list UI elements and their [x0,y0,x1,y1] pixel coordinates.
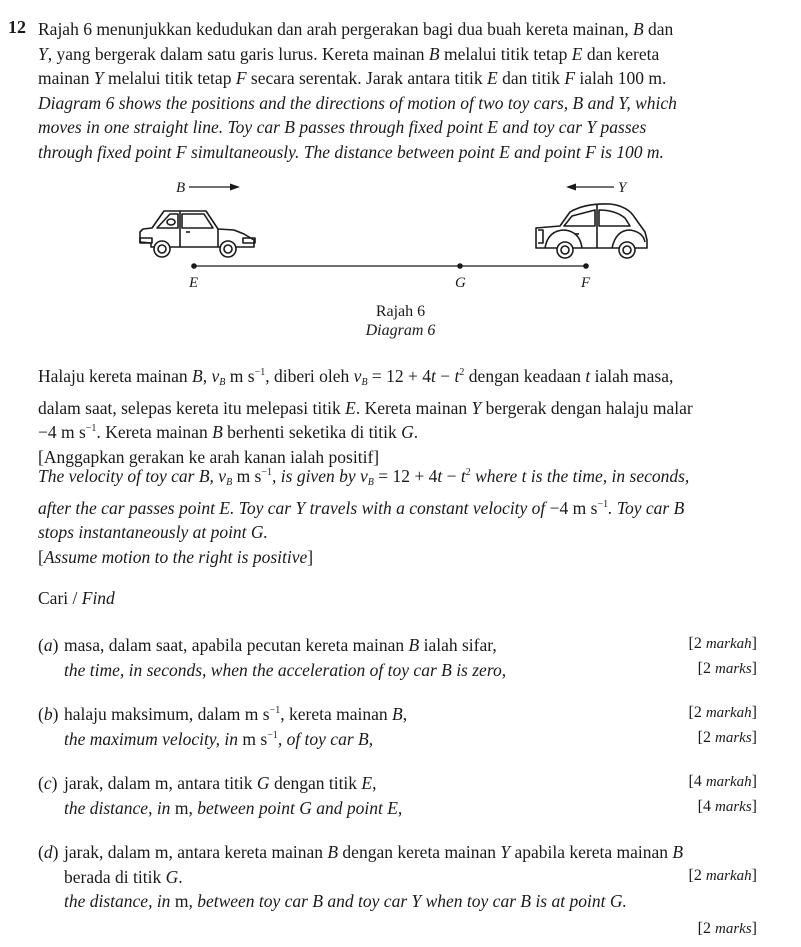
text-run: B [672,842,684,862]
text-run: Halaju kereta mainan [38,366,193,386]
text-run: B [392,704,403,724]
text-run: m s [242,728,268,749]
text-run: = 12 + 4 [373,466,438,486]
text-run: −1 [269,705,281,716]
point-f-dot [583,263,589,269]
text-run: after the car passes point E. Toy car Y travels with a constant velocity of [38,497,550,518]
text-run: dalam saat, selepas kereta itu melepasi titik [38,397,346,418]
text-run: B [219,377,226,388]
text-run: G [256,773,270,793]
marks-malay: [2 markah] [688,635,757,652]
text-run: melalui titik tetap [103,68,236,88]
text-run: t [437,466,443,486]
text-run: v [211,366,220,386]
text-run: . Kereta mainan [96,422,213,442]
marks-malay: [2 markah] [688,866,757,884]
text-run: Rajah 6 menunjukkan kedudukan dan arah pergerakan bagi dua buah kereta mainan, [38,19,633,39]
text-run: , between toy car B and toy car Y when toy car B is at point G. [188,891,627,911]
text-run: melalui titik tetap [439,43,572,64]
text-run: t [431,366,436,386]
text-run: dengan titik [269,773,362,793]
question-part [38,771,402,820]
text-run: mainan [38,68,94,88]
text-run: bergerak dengan halaju malar [481,397,693,418]
text-run: B [361,377,368,388]
point-e-dot [191,263,197,269]
part-text-malay [38,702,407,727]
car-b-label: B [176,180,186,196]
part-label: (c) [38,773,58,793]
part-text-english [38,889,683,914]
given-line [38,420,693,445]
marks-malay: [2 markah] [688,704,757,721]
text-run: berhenti seketika di titik [222,422,402,442]
text-run: [ [38,546,44,567]
intro-english [38,91,677,165]
text-run: , is given by [272,466,360,486]
text-run: Y [38,43,48,64]
text-run: B [428,43,440,64]
text-run: stops instantaneously at point G. [38,522,268,542]
part-text-english [38,727,407,752]
given-line [38,364,693,396]
text-run: m s [232,466,262,486]
text-run: B [632,19,644,39]
text-run: ialah sifar, [419,635,497,655]
text-run: Assume motion to the right is positive [43,546,308,567]
text-run: F [564,68,576,88]
text-run: the time, in seconds, when the acceleration of toy car B is zero, [64,659,507,680]
text-run: −1 [267,729,278,741]
text-run: v [359,466,368,486]
text-run: masa, dalam saat, apabila pecutan kereta mainan [64,635,409,655]
text-run: t [454,366,460,386]
point-f-label: F [581,275,591,291]
diagram-caption-malay: Rajah 6 [375,303,426,320]
arrow-left-icon [566,184,614,191]
text-run: dengan keadaan [464,366,586,386]
text-run: , [402,704,408,724]
part-text-english [38,796,402,821]
given-line [38,464,689,496]
toy-car-y-icon [536,204,647,258]
part-label: (d) [38,842,59,862]
text-run: the maximum velocity, in [64,728,243,749]
text-run: Y [471,397,482,418]
text-run: B [327,842,339,862]
question-number: 12 [8,17,26,37]
intro-line: moves in one straight line. Toy car B passes through fixed point E and toy car Y passes [38,117,647,137]
find-label-english: Find [81,588,115,608]
text-run: B [192,366,203,386]
text-run: where t is the time, in seconds, [470,466,690,486]
text-run: , [202,366,212,386]
text-run: B [212,422,223,442]
given-paragraph-malay [38,364,693,469]
given-line [38,496,689,521]
text-run: apabila kereta mainan [510,842,673,862]
text-run: the distance, in [64,891,175,911]
text-run: , yang bergerak dalam satu garis lurus. Kereta mainan [47,43,429,64]
text-run: ialah masa, [590,366,674,386]
find-label-malay: Cari / [38,588,82,608]
given-paragraph-english [38,464,689,569]
part-text-english [38,658,506,683]
text-run: 2 [465,467,471,478]
part-text-malay [38,633,506,658]
given-line [38,545,689,570]
part-text-malay [38,865,683,890]
marks-english: [2 marks] [697,728,757,746]
intro-line: through fixed point F simultaneously. The distance between point E and point F is 100 m. [38,141,664,162]
text-run: B [367,477,374,488]
part-text-malay [38,771,402,796]
text-run: jarak, dalam m, antara titik [64,773,257,793]
text-run: E [571,43,583,64]
text-run: B [408,635,420,655]
text-run: ] [307,546,314,567]
question-part [38,702,407,751]
text-run: dengan kereta mainan [338,842,501,862]
marks-malay: [4 markah] [688,773,757,790]
text-run: Y [500,842,511,862]
diagram-6 [0,170,801,300]
text-run: 2 [459,367,465,378]
text-run: ialah 100 m. [575,68,667,88]
point-g-dot [457,263,463,269]
car-y-label: Y [618,180,627,196]
text-run: E [487,68,498,88]
text-run: , [372,773,377,793]
text-run: m [174,891,189,911]
text-run: −4 m s [549,497,598,518]
toy-car-b-icon [140,211,255,257]
text-run: The velocity of toy car B, [38,466,219,486]
marks-english: [4 marks] [697,797,757,815]
intro-line [38,42,677,67]
text-run: −4 m s [38,422,86,442]
text-run: −1 [85,423,97,434]
given-line [38,396,693,421]
marks-english: [2 marks] [697,919,757,937]
text-run: m s [225,366,255,386]
text-run: dan titik [497,68,565,88]
text-run: [Anggapkan gerakan ke arah kanan ialah positif] [38,446,380,467]
text-run: . [178,866,183,887]
text-run: G [401,422,414,442]
question-part [38,633,506,682]
intro-line: Diagram 6 shows the positions and the directions of motion of two toy cars, B and Y, which [38,92,677,113]
text-run: − [442,466,461,486]
text-run: , of toy car B, [277,728,374,749]
text-run: v [218,466,227,486]
intro-line [38,17,677,42]
text-run: dan [643,19,674,39]
text-run: , kereta mainan [280,704,392,724]
part-label: (b) [38,704,59,724]
text-run: t [460,466,466,486]
point-g-label: G [455,275,466,291]
diagram-caption-english: Diagram 6 [365,322,436,339]
text-run: halaju maksimum, dalam m s [64,704,270,724]
text-run: t [585,366,591,386]
intro-line [38,66,677,91]
part-label: (a) [38,635,59,655]
text-run: . Kereta mainan [355,397,472,418]
text-run: −1 [261,467,273,478]
text-run: − [435,366,455,386]
text-run: E [361,773,373,793]
text-run: G [165,866,179,887]
text-run: . Toy car B [608,497,685,518]
text-run: the distance, in [64,797,175,818]
arrow-right-icon [189,184,240,191]
text-run: B [226,477,233,488]
text-run: Y [93,68,104,88]
text-run: dan kereta [582,43,660,64]
given-line [38,520,689,545]
text-run: . [413,422,419,442]
text-run: jarak, dalam m, antara kereta mainan [64,842,328,862]
intro-malay [38,17,677,91]
text-run: secara serentak. Jarak antara titik [246,68,488,88]
part-text-malay [38,840,683,865]
text-run: F [235,68,247,88]
text-run: v [353,366,362,386]
question-part [38,840,683,914]
intro-paragraph [38,17,677,164]
point-e-label: E [189,275,199,291]
find-label [38,586,115,611]
text-run: −1 [597,498,609,510]
text-run: , between point G and point E, [188,797,403,818]
text-run: m [174,797,189,818]
text-run: berada di titik [64,866,166,887]
text-run: E [345,397,356,418]
text-run: , diberi oleh [265,366,354,386]
text-run: = 12 + 4 [367,366,432,386]
text-run: −1 [254,367,266,378]
marks-english: [2 marks] [697,659,757,677]
